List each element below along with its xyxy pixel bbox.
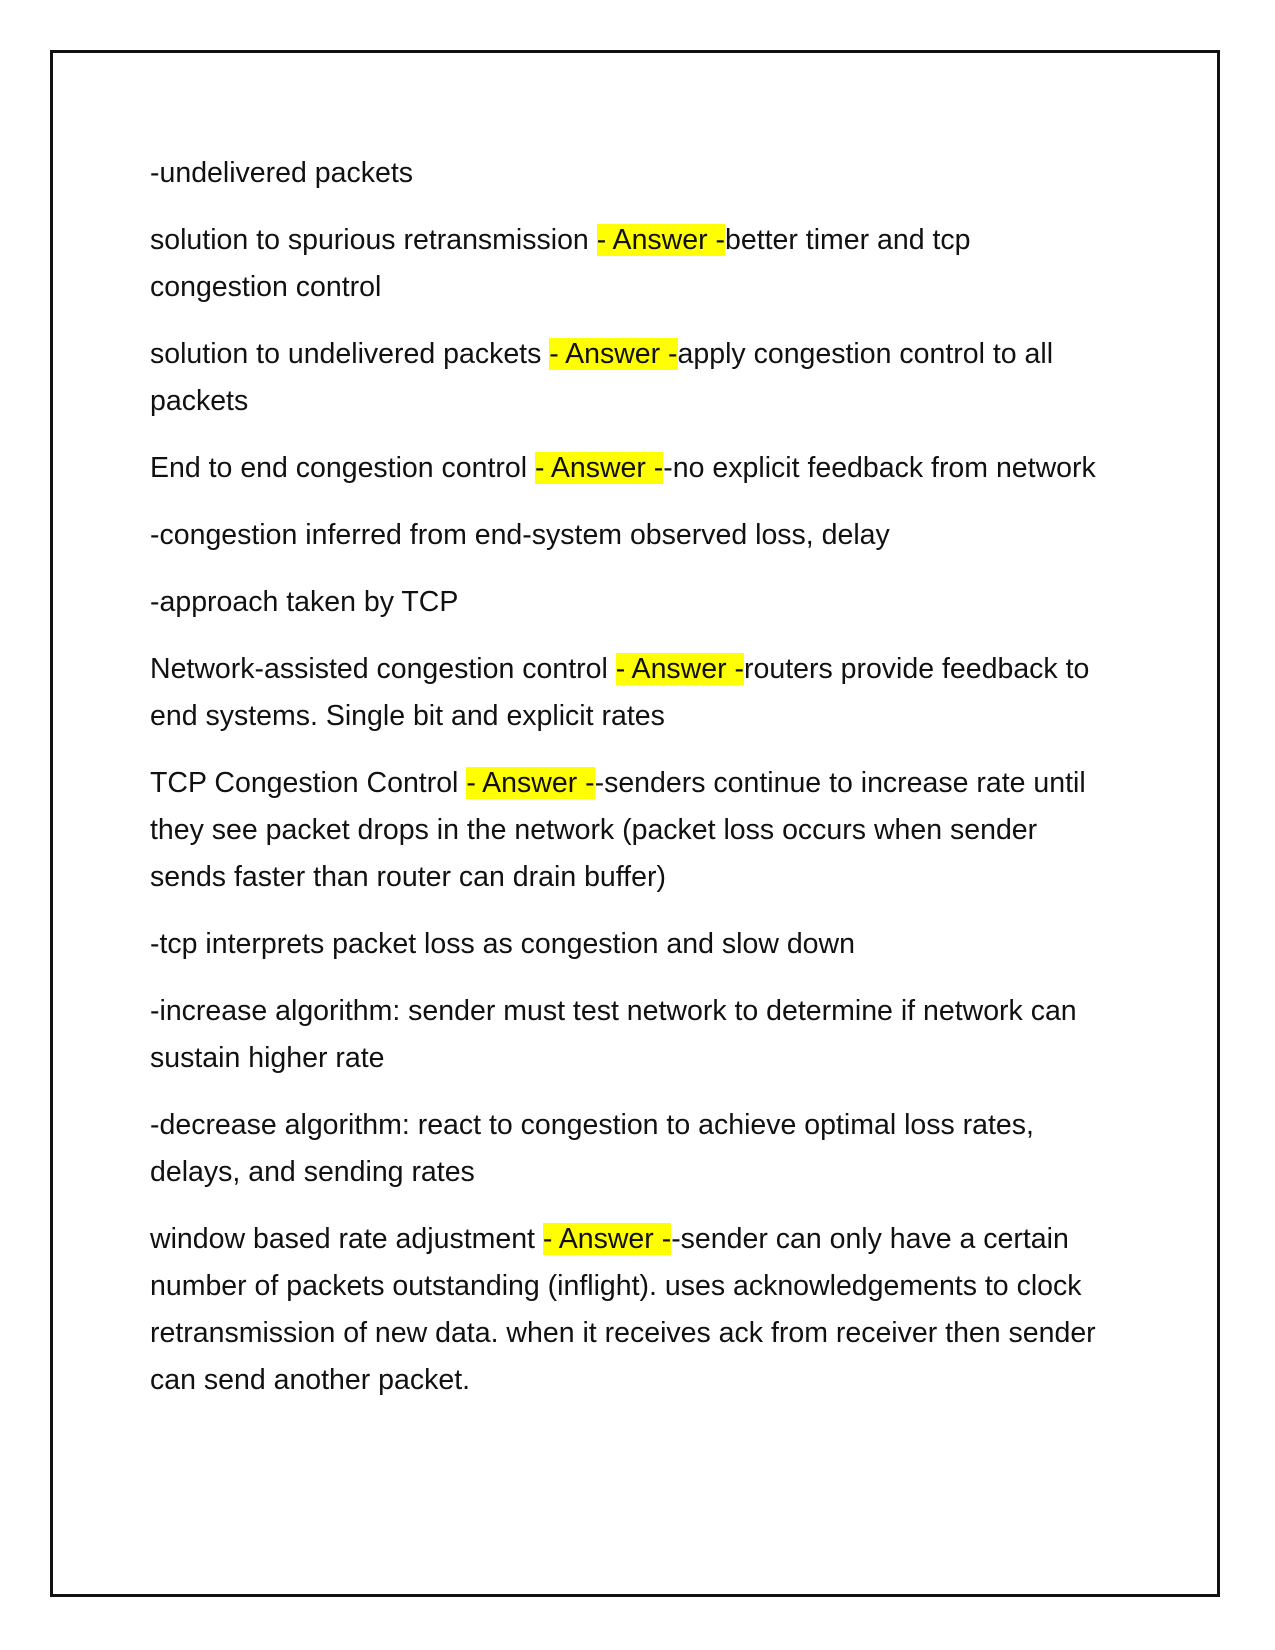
note-text: -approach taken by TCP: [150, 586, 459, 618]
question-term: TCP Congestion Control: [150, 767, 467, 799]
question-term: solution to undelivered packets: [150, 338, 550, 370]
answer-highlight: - Answer -: [596, 224, 725, 256]
note-line: [150, 512, 1110, 559]
qa-item: [150, 1216, 1110, 1404]
question-term: Network-assisted congestion control: [150, 653, 616, 685]
qa-item: [150, 760, 1110, 901]
question-term: solution to spurious retransmission: [150, 224, 597, 256]
note-text: -tcp interprets packet loss as congestion and slow down: [150, 928, 855, 960]
qa-item: [150, 331, 1110, 425]
answer-highlight: - Answer -: [549, 338, 678, 370]
note-text: -undelivered packets: [150, 157, 413, 189]
note-text: -congestion inferred from end-system observed loss, delay: [150, 519, 890, 551]
note-line: [150, 150, 1110, 197]
answer-text: -no explicit feedback from network: [663, 452, 1096, 484]
answer-text: apply congestion control to all packets: [150, 338, 1054, 417]
qa-item: [150, 217, 1110, 311]
note-line: [150, 988, 1110, 1082]
document-body: [150, 150, 1110, 1424]
note-line: [150, 921, 1110, 968]
question-term: End to end congestion control: [150, 452, 536, 484]
qa-item: [150, 445, 1110, 492]
question-term: window based rate adjustment: [150, 1223, 543, 1255]
answer-text: routers provide feedback to end systems. Single bit and explicit rates: [150, 653, 1090, 732]
note-line: [150, 1102, 1110, 1196]
answer-highlight: - Answer -: [535, 452, 664, 484]
answer-text: -sender can only have a certain number of packets outstanding (inflight). uses acknowledgements to clock retransmission of new data. when it receives ack from receiver then sender can send another packet.: [150, 1223, 1096, 1396]
answer-highlight: - Answer -: [466, 767, 595, 799]
note-text: -increase algorithm: sender must test network to determine if network can sustain higher rate: [150, 995, 1077, 1074]
answer-highlight: - Answer -: [615, 653, 744, 685]
note-line: [150, 579, 1110, 626]
answer-text: better timer and tcp congestion control: [150, 224, 971, 303]
note-text: -decrease algorithm: react to congestion to achieve optimal loss rates, delays, and sending rates: [150, 1109, 1034, 1188]
answer-highlight: - Answer -: [542, 1223, 672, 1255]
answer-text: -senders continue to increase rate until they see packet drops in the network (packet loss occurs when sender sends faster than router can drain buffer): [150, 767, 1086, 893]
qa-item: [150, 646, 1110, 740]
